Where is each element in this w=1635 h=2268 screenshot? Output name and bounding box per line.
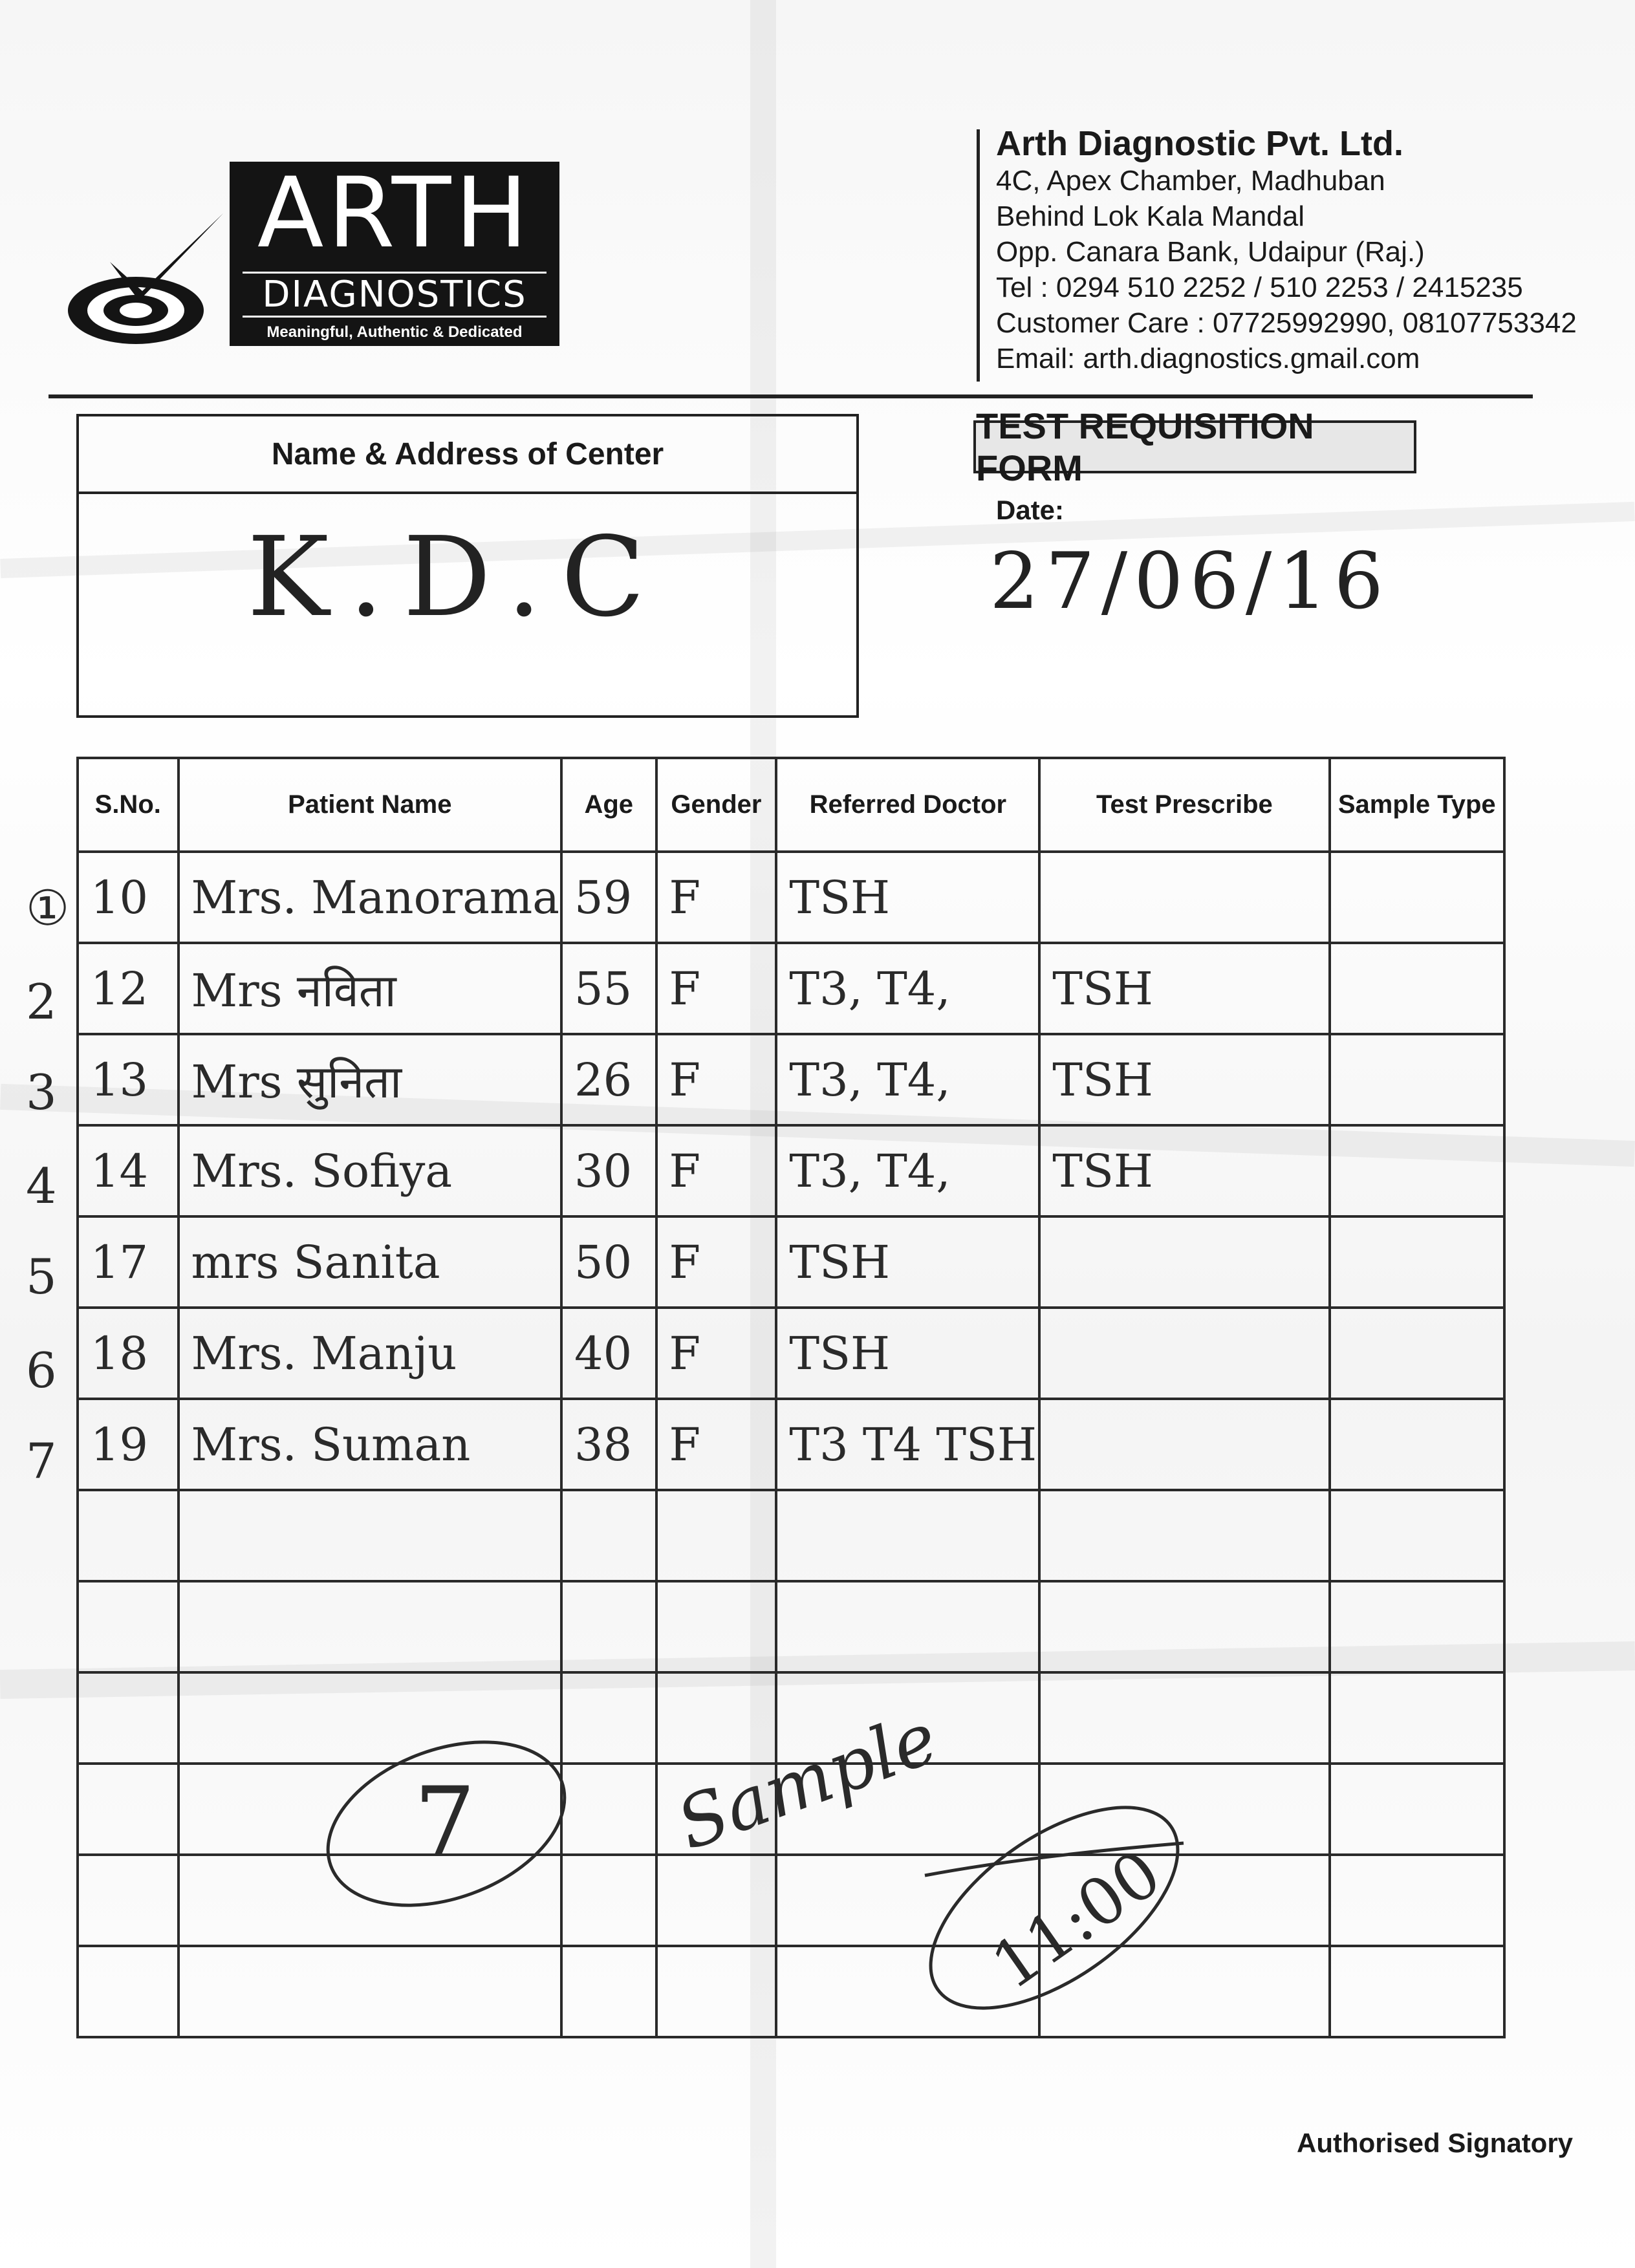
cell-test-prescribe[interactable] [1039,1308,1329,1399]
cell-patient-name[interactable]: Mrs. Manju [179,1308,562,1399]
cell-referred-doctor[interactable]: TSH [776,1216,1039,1308]
header-referred-doctor: Referred Doctor [776,758,1039,852]
cell-test-prescribe[interactable]: TSH [1039,1034,1329,1125]
empty-row [78,1855,1504,1946]
count-circle-mark [317,1733,589,1914]
cell-sample-type[interactable] [1330,1034,1504,1125]
logo-box [230,157,559,346]
email-line: Email: arth.diagnostics.gmail.com [996,343,1420,374]
cell-sample-type[interactable] [1330,852,1504,943]
cell-sample-type[interactable] [1330,1399,1504,1490]
row-number: 7 [26,1432,57,1489]
header-test-prescribe: Test Prescribe [1039,758,1329,852]
cell-age[interactable]: 59 [561,852,656,943]
cell-patient-name[interactable]: mrs Sanita [179,1216,562,1308]
address-line: 4C, Apex Chamber, Madhuban [996,165,1385,197]
cell-age[interactable]: 55 [561,943,656,1034]
cell-sno[interactable]: 10 [78,852,179,943]
table-row [78,1034,1504,1125]
cell-sno[interactable]: 19 [78,1399,179,1490]
company-address [996,126,1578,376]
logo-main-text: ARTH [257,157,532,270]
cell-referred-doctor[interactable]: TSH [776,852,1039,943]
cell-patient-name[interactable]: Mrs. Suman [179,1399,562,1490]
table-row [78,1308,1504,1399]
sample-note: Sample [666,1696,948,1866]
header-sample-type: Sample Type [1330,758,1504,852]
cell-age[interactable]: 30 [561,1125,656,1216]
empty-row [78,1946,1504,2037]
cell-sno[interactable]: 13 [78,1034,179,1125]
circled-count: 7 [414,1767,476,1879]
cell-test-prescribe[interactable] [1039,1399,1329,1490]
cell-referred-doctor[interactable]: T3, T4, [776,1125,1039,1216]
cell-sample-type[interactable] [1330,1216,1504,1308]
center-box [76,414,859,718]
header-divider [977,129,980,382]
row-number: 5 [26,1248,57,1305]
table-row [78,1216,1504,1308]
cell-test-prescribe[interactable]: TSH [1039,1125,1329,1216]
logo-sub-text: DIAGNOSTICS [243,272,547,318]
cell-patient-name[interactable]: Mrs. Sofiya [179,1125,562,1216]
cell-gender[interactable]: F [656,1308,777,1399]
company-logo [65,155,569,349]
table-row [78,1399,1504,1490]
cell-age[interactable]: 26 [561,1034,656,1125]
customer-care-line: Customer Care : 07725992990, 08107753342 [996,307,1577,339]
cell-sno[interactable]: 12 [78,943,179,1034]
cell-patient-name[interactable]: Mrs सुनिता [179,1034,562,1125]
cell-gender[interactable]: F [656,943,777,1034]
time-note: 11:00 [978,1835,1175,2005]
table-row [78,1125,1504,1216]
cell-gender[interactable]: F [656,1125,777,1216]
address-line: Opp. Canara Bank, Udaipur (Raj.) [996,236,1425,268]
empty-row [78,1490,1504,1581]
logo-tagline: Meaningful, Authentic & Dedicated [266,323,523,341]
phone-line: Tel : 0294 510 2252 / 510 2253 / 2415235 [996,272,1523,303]
header-gender: Gender [656,758,777,852]
table-header-row [78,758,1504,852]
cell-sample-type[interactable] [1330,1125,1504,1216]
date-label: Date: [996,495,1065,525]
cell-gender[interactable]: F [656,1216,777,1308]
header-rule [49,394,1533,398]
company-name: Arth Diagnostic Pvt. Ltd. [996,124,1404,163]
table-row [78,943,1504,1034]
form-title: TEST REQUISITION FORM [973,420,1416,473]
date-value[interactable]: 27/06/16 [990,537,1390,627]
cell-referred-doctor[interactable]: TSH [776,1308,1039,1399]
cell-patient-name[interactable]: Mrs नविता [179,943,562,1034]
center-label: Name & Address of Center [79,416,856,494]
cell-sno[interactable]: 17 [78,1216,179,1308]
empty-row [78,1581,1504,1672]
cell-gender[interactable]: F [656,852,777,943]
cell-age[interactable]: 38 [561,1399,656,1490]
table-row [78,852,1504,943]
cell-sample-type[interactable] [1330,1308,1504,1399]
row-number: ① [26,880,70,936]
cell-referred-doctor[interactable]: T3, T4, [776,1034,1039,1125]
address-line: Behind Lok Kala Mandal [996,200,1305,232]
cell-sno[interactable]: 18 [78,1308,179,1399]
cell-gender[interactable]: F [656,1399,777,1490]
cell-sno[interactable]: 14 [78,1125,179,1216]
header-age: Age [561,758,656,852]
cell-test-prescribe[interactable]: TSH [1039,943,1329,1034]
header-patient-name: Patient Name [179,758,562,852]
authorised-signatory-label: Authorised Signatory [1297,2128,1574,2158]
target-check-icon [65,213,233,349]
cell-age[interactable]: 50 [561,1216,656,1308]
cell-test-prescribe[interactable] [1039,1216,1329,1308]
row-number: 4 [26,1158,57,1215]
row-number: 6 [26,1342,57,1399]
cell-patient-name[interactable]: Mrs. Manorama [179,852,562,943]
requisition-table [76,757,1506,2038]
header-sno: S.No. [78,758,179,852]
cell-gender[interactable]: F [656,1034,777,1125]
row-number: 2 [26,973,57,1030]
cell-referred-doctor[interactable]: T3 T4 TSH [776,1399,1039,1490]
cell-age[interactable]: 40 [561,1308,656,1399]
row-number: 3 [26,1064,57,1121]
cell-sample-type[interactable] [1330,943,1504,1034]
cell-referred-doctor[interactable]: T3, T4, [776,943,1039,1034]
cell-test-prescribe[interactable] [1039,852,1329,943]
center-value[interactable]: K.D.C [247,513,665,642]
